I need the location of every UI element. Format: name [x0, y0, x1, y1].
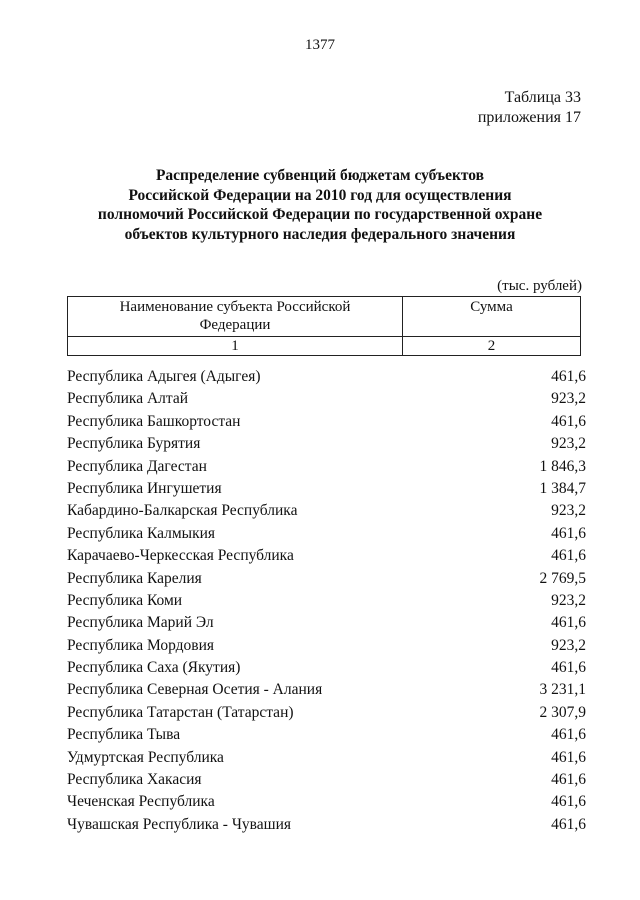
table-number: Таблица 33: [504, 89, 581, 106]
table-row: [67, 814, 586, 836]
region-name: Республика Алтай: [67, 390, 189, 408]
table-row: [67, 612, 586, 634]
column-number: 2: [403, 337, 581, 356]
region-name: Республика Тыва: [67, 726, 181, 744]
region-name: Республика Коми: [67, 591, 183, 609]
region-name: Республика Калмыкия: [67, 524, 216, 542]
table-row: [67, 433, 586, 455]
table-row: [67, 523, 586, 545]
table-row: [67, 478, 586, 500]
region-name: Республика Марий Эл: [67, 614, 214, 632]
region-name: Удмуртская Республика: [67, 748, 224, 766]
column-number-row: [68, 337, 581, 356]
region-amount: 461,6: [551, 793, 586, 811]
column-number: 1: [68, 337, 403, 356]
region-amount: 3 231,1: [539, 681, 586, 699]
region-name: Республика Адыгея (Адыгея): [67, 368, 261, 385]
region-name: Чувашская Республика - Чувашия: [67, 815, 292, 833]
region-name: Республика Мордовия: [67, 636, 215, 654]
document-title: [60, 166, 580, 244]
region-amount: 923,2: [551, 435, 586, 453]
table-row: [67, 366, 586, 388]
table-row: [67, 635, 586, 657]
column-header-name-line: Наименование субъекта Российской: [119, 299, 351, 315]
region-amount: 2 769,5: [539, 569, 586, 587]
table-reference: [478, 88, 581, 128]
region-amount: 461,6: [551, 726, 586, 744]
region-amount: 461,6: [551, 547, 586, 565]
region-name: Республика Бурятия: [67, 435, 201, 453]
region-amount: 461,6: [551, 659, 586, 677]
table-row: [67, 702, 586, 724]
region-amount: 461,6: [551, 524, 586, 542]
table-row: [67, 590, 586, 612]
region-amount: 2 307,9: [539, 703, 586, 721]
region-amount: 461,6: [551, 771, 586, 789]
region-amount: 461,6: [551, 748, 586, 766]
table-body: [67, 366, 586, 836]
region-name: Республика Карелия: [67, 569, 202, 587]
region-amount: 923,2: [551, 636, 586, 654]
region-amount: 923,2: [551, 502, 586, 520]
region-name: Республика Дагестан: [67, 457, 207, 475]
units-label: (тыс. рублей): [497, 278, 582, 294]
table-row: [67, 747, 586, 769]
region-amount: 461,6: [551, 614, 586, 632]
region-amount: 461,6: [551, 368, 586, 385]
table-row: [67, 456, 586, 478]
region-name: Республика Хакасия: [67, 771, 202, 789]
table-header: [67, 296, 581, 356]
region-name: Республика Северная Осетия - Алания: [67, 681, 323, 699]
column-header-name: [68, 297, 403, 337]
appendix-reference: приложения 17: [477, 109, 581, 126]
region-amount: 923,2: [551, 390, 586, 408]
title-line: полномочий Российской Федерации по государственной охране: [97, 206, 543, 223]
table-row: [67, 388, 586, 410]
table-row: [67, 679, 586, 701]
table-row: [67, 568, 586, 590]
region-name: Республика Татарстан (Татарстан): [67, 703, 294, 721]
column-header-name-line: Федерации: [199, 317, 271, 333]
region-name: Чеченская Республика: [67, 793, 215, 811]
region-name: Республика Ингушетия: [67, 479, 222, 497]
title-line: Российской Федерации на 2010 год для осуществления: [128, 186, 512, 204]
region-name: Карачаево-Черкесская Республика: [67, 547, 294, 565]
page-number: 1377: [305, 37, 335, 53]
column-header-amount: Сумма: [403, 297, 581, 337]
table-row: [67, 411, 586, 433]
table-row: [67, 791, 586, 813]
table-row: [67, 724, 586, 746]
title-line: Распределение субвенций бюджетам субъектов: [155, 167, 485, 184]
table-row: [67, 500, 586, 522]
table-row: [67, 769, 586, 791]
region-amount: 1 846,3: [539, 457, 586, 475]
title-line: объектов культурного наследия федерального значения: [124, 225, 516, 243]
region-name: Республика Саха (Якутия): [67, 659, 241, 677]
region-amount: 1 384,7: [539, 479, 586, 497]
region-name: Республика Башкортостан: [67, 412, 241, 430]
table-row: [67, 545, 586, 567]
region-amount: 461,6: [551, 815, 586, 833]
header-row: [68, 297, 581, 337]
region-amount: 461,6: [551, 412, 586, 430]
region-name: Кабардино-Балкарская Республика: [67, 502, 298, 520]
region-amount: 923,2: [551, 591, 586, 609]
table-row: [67, 657, 586, 679]
